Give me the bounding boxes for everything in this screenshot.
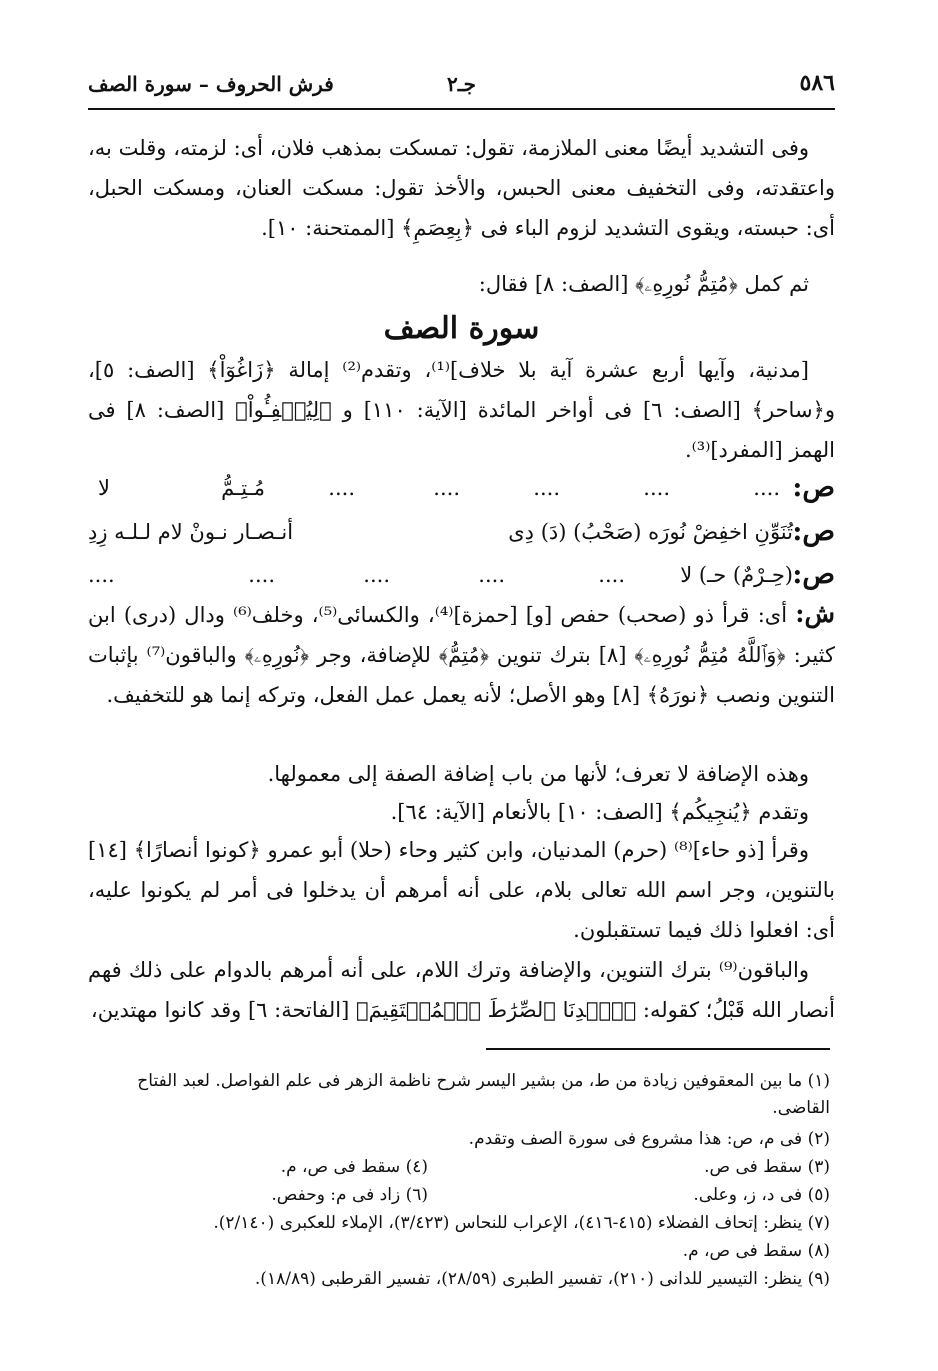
poem-cell: .... [478, 563, 505, 587]
surah-title: سورة الصف [383, 311, 540, 346]
footnote-7: (٧) ينظر: إتحاف الفضلاء (٤١٥-٤١٦)، الإعراب للنحاس (٣/٤٢٣)، الإملاء للعكبرى (٢/١٤٠). [213, 1213, 830, 1233]
commentary-paragraph-3: وتقدم ﴿يُنجِيكُم﴾ [الصف: ١٠] بالأنعام [الآية: ٦٤]. [390, 800, 809, 824]
poem-lead-2: ص: [792, 516, 835, 547]
footnote-6: (٦) زاد فى م: وحفص. [271, 1185, 428, 1205]
footnote-2: (٢) فى م، ص: هذا مشروع فى سورة الصف وتقدم. [468, 1129, 830, 1149]
poem-cell: .... [433, 476, 460, 500]
intro-paragraph: وفى التشديد أيضًا معنى الملازمة، تقول: تمسكت بمذهب فلان، أى: لزمته، وقلت به، واعتقدته، وفى التخفيف معنى الحبس، والأخذ تقول: مسكت العنان، ومسكت الحبل، أى: حبسته، ويقوى التشديد لزوم الباء فى ﴿بِعِصَمِ﴾ [الممتحنة: ١٠]. [88, 136, 835, 240]
commentary-paragraph-1 [88, 594, 835, 715]
footnote-1: (١) ما بين المعقوفين زيادة من ط، من بشير اليسر شرح ناظمة الزهر فى علم الفواصل. لعبد الفتاح القاضى. [137, 1071, 830, 1118]
poem-hemistich-1: تُنَوِّنِ اخفِضْ نُورَه (صَحْبُ) (دَ) دِى [508, 520, 793, 544]
section-title: فرش الحروف – سورة الصف [88, 72, 334, 96]
commentary-text-1: أى: قرأ ذو (صحب) حفص [و] [حمزة]⁽⁴⁾، والكسائى⁽⁵⁾، وخلف⁽⁶⁾ ودال (درى) ابن كثير: ﴿وَٱللَّهُ مُتِمُّ نُورِهِۦ﴾ [٨] بترك تنوين ﴿مُتِمُّ﴾ للإضافة، وجر ﴿نُورِهِۦ﴾ والباقون⁽⁷⁾ بإثبات التنوين ونصب ﴿نورَهُ﴾ [٨] وهو الأصل؛ لأنه يعمل عمل الفعل، وتركه إنما هو للتخفيف. [88, 603, 835, 707]
footnote-8: (٨) سقط فى ص، م. [682, 1241, 830, 1261]
surah-intro: [مدنية، وآيها أربع عشرة آية بلا خلاف]⁽¹⁾، وتقدم⁽²⁾ إمالة ﴿زَاغُوٓاْ﴾ [الصف: ٥]، و﴿ساحر﴾ [الصف: ٦] فى أواخر المائدة [الآية: ١١٠] و ﴿لِيُطۡفِـُٔواْ﴾ [الصف: ٨] فى الهمز [المفرد]⁽³⁾. [88, 358, 835, 462]
footnote-9: (٩) ينظر: التيسير للدانى (٢١٠)، تفسير الطبرى (٢٨/٥٩)، تفسير القرطبى (١٨/٨٩). [254, 1269, 830, 1289]
poem-lead-3: ص: [792, 559, 835, 590]
poem-cell: .... [248, 563, 275, 587]
poem-cell: .... [328, 476, 355, 500]
footnote-4: (٤) سقط فى ص، م. [280, 1157, 428, 1177]
transition-line: ثم كمل ﴿مُتِمُّ نُورِهِۦ﴾ [الصف: ٨] فقال: [478, 272, 809, 296]
poem-cell: لا [98, 476, 110, 500]
commentary-paragraph-5: والباقون⁽⁹⁾ بترك التنوين، والإضافة وترك اللام، على أنه أمرهم بالدوام على ذلك فهم أنصار الله قَبْلُ؛ كقوله: ﴿ٱهۡدِنَا ٱلصِّرَٰطَ ٱلۡمُسۡتَقِيمَ﴾ [الفاتحة: ٦] وقد كانوا مهتدين، [88, 958, 835, 1022]
poem-cell: .... [643, 476, 670, 500]
footnote-3: (٣) سقط فى ص. [704, 1157, 830, 1177]
volume-label: جـ٢ [447, 72, 476, 96]
commentary-lead: ش: [795, 599, 835, 628]
page-number: ٥٨٦ [799, 70, 835, 96]
footnote-rule [486, 1048, 830, 1050]
poem-cell: مُـتِـمُّ [221, 476, 265, 500]
poem-row-1 [88, 468, 835, 508]
poem-cell: (حِـرْمٌ) حـ) لا [680, 563, 793, 587]
poem-cell: .... [753, 476, 780, 500]
poem-cell: .... [88, 563, 115, 587]
poem-cell: .... [363, 563, 390, 587]
commentary-paragraph-2: وهذه الإضافة لا تعرف؛ لأنها من باب إضافة الصفة إلى معمولها. [267, 762, 809, 786]
poem-row-2 [88, 512, 835, 552]
poem-lead-1: ص: [792, 472, 835, 503]
commentary-paragraph-4: وقرأ [ذو حاء]⁽⁸⁾ (حرم) المدنيان، وابن كثير وحاء (حلا) أبو عمرو ﴿كونوا أنصارًا﴾ [١٤] بالتنوين، وجر اسم الله تعالى بلام، على أنه أمرهم أن يدخلوا فى أمر لم يكونوا عليه، أى: افعلوا ذلك فيما تستقبلون. [88, 838, 835, 942]
poem-cell: .... [533, 476, 560, 500]
running-header [88, 66, 835, 106]
header-rule [88, 108, 835, 110]
poem-cell: .... [598, 563, 625, 587]
poem-row-3 [88, 555, 835, 595]
footnote-5: (٥) فى د، ز، وعلى. [693, 1185, 830, 1205]
poem-hemistich-2: أنـصـار نـونْ لام لـلـه زِدِ [88, 520, 294, 544]
